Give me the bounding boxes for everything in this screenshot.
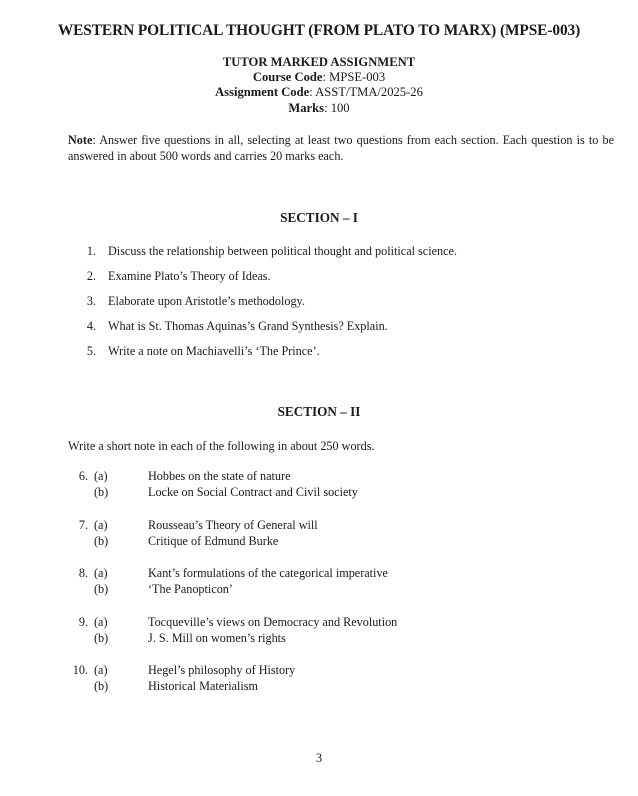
question-group <box>0 614 638 646</box>
question-group <box>0 565 638 597</box>
question-number: 10. <box>72 663 88 677</box>
question-part-text: Kant’s formulations of the categorical imperative <box>148 566 388 580</box>
page-number: 3 <box>315 751 323 765</box>
question-part-text: Hegel’s philosophy of History <box>148 663 296 677</box>
question-part-row <box>0 678 638 694</box>
note-label: Note <box>68 133 93 147</box>
assignment-header-block <box>0 55 638 116</box>
question-text: Elaborate upon Aristotle’s methodology. <box>108 294 305 308</box>
question-number: 7. <box>78 517 88 532</box>
section-two-heading: SECTION – II <box>277 404 361 419</box>
question-part-label: (b) <box>94 679 109 693</box>
question-part-label: (a) <box>94 517 108 532</box>
question-part-label: (b) <box>94 582 109 596</box>
question-part-label: (b) <box>94 630 109 645</box>
question-item <box>0 243 638 268</box>
question-part-row <box>0 630 638 646</box>
question-text: Discuss the relationship between political thought and political science. <box>108 244 457 258</box>
note-paragraph <box>68 133 614 164</box>
question-part-row <box>0 662 638 678</box>
question-part-row <box>0 614 638 630</box>
question-part-row <box>0 565 638 581</box>
question-part-text: J. S. Mill on women’s rights <box>148 630 286 645</box>
question-text: Write a note on Machiavelli’s ‘The Prince’. <box>108 344 320 358</box>
question-number: 1. <box>86 244 96 258</box>
question-item <box>0 268 638 293</box>
marks-line <box>0 101 638 116</box>
question-part-row <box>0 533 638 549</box>
assignment-type-label: TUTOR MARKED ASSIGNMENT <box>222 55 416 69</box>
question-part-text: ‘The Panopticon’ <box>148 582 233 596</box>
course-code-label: Course Code <box>252 70 323 85</box>
question-part-text: Rousseau’s Theory of General will <box>148 517 318 532</box>
assignment-code-value: : ASST/TMA/2025-26 <box>309 85 423 100</box>
marks-label: Marks <box>288 100 325 115</box>
question-part-text: Locke on Social Contract and Civil society <box>148 485 358 499</box>
question-part-label: (a) <box>94 614 108 629</box>
question-part-text: Historical Materialism <box>148 679 258 693</box>
section-two-instruction: Write a short note in each of the following in about 250 words. <box>68 439 375 453</box>
question-part-label: (a) <box>94 469 108 483</box>
question-number: 6. <box>78 469 88 483</box>
assignment-type-line <box>0 55 638 70</box>
section-one-heading: SECTION – I <box>280 210 358 225</box>
question-part-row <box>0 484 638 500</box>
question-group <box>0 517 638 549</box>
question-part-label: (a) <box>94 663 108 677</box>
assignment-code-line <box>0 85 638 100</box>
question-part-label: (b) <box>94 485 109 499</box>
question-part-label: (a) <box>94 566 108 580</box>
question-number: 8. <box>78 566 88 580</box>
question-number: 3. <box>86 294 96 308</box>
question-group <box>0 468 638 500</box>
question-part-text: Critique of Edmund Burke <box>148 533 279 548</box>
course-code-line <box>0 70 638 85</box>
section-one-question-list <box>0 243 638 368</box>
note-text: : Answer five questions in all, selecting at least two questions from each section. Each question is to be answered in about 500 words and carries 20 marks each. <box>68 133 614 163</box>
course-code-value: : MPSE-003 <box>322 70 386 85</box>
page-title: WESTERN POLITICAL THOUGHT (FROM PLATO TO MARX) (MPSE-003) <box>57 22 581 39</box>
section-two-question-list <box>0 468 638 711</box>
question-part-row <box>0 468 638 484</box>
question-number: 5. <box>86 344 96 358</box>
marks-value: : 100 <box>324 100 350 115</box>
question-item <box>0 318 638 343</box>
question-number: 2. <box>86 269 96 283</box>
question-text: Examine Plato’s Theory of Ideas. <box>108 269 271 283</box>
question-part-text: Hobbes on the state of nature <box>148 469 291 483</box>
question-text: What is St. Thomas Aquinas’s Grand Synthesis? Explain. <box>108 319 388 333</box>
question-number: 4. <box>86 319 96 333</box>
question-part-row <box>0 581 638 597</box>
question-group <box>0 662 638 694</box>
question-number: 9. <box>78 614 88 629</box>
question-item <box>0 293 638 318</box>
question-item <box>0 343 638 368</box>
question-part-label: (b) <box>94 533 109 548</box>
question-part-text: Tocqueville’s views on Democracy and Revolution <box>148 614 398 629</box>
question-part-row <box>0 517 638 533</box>
assignment-code-label: Assignment Code <box>215 85 310 100</box>
